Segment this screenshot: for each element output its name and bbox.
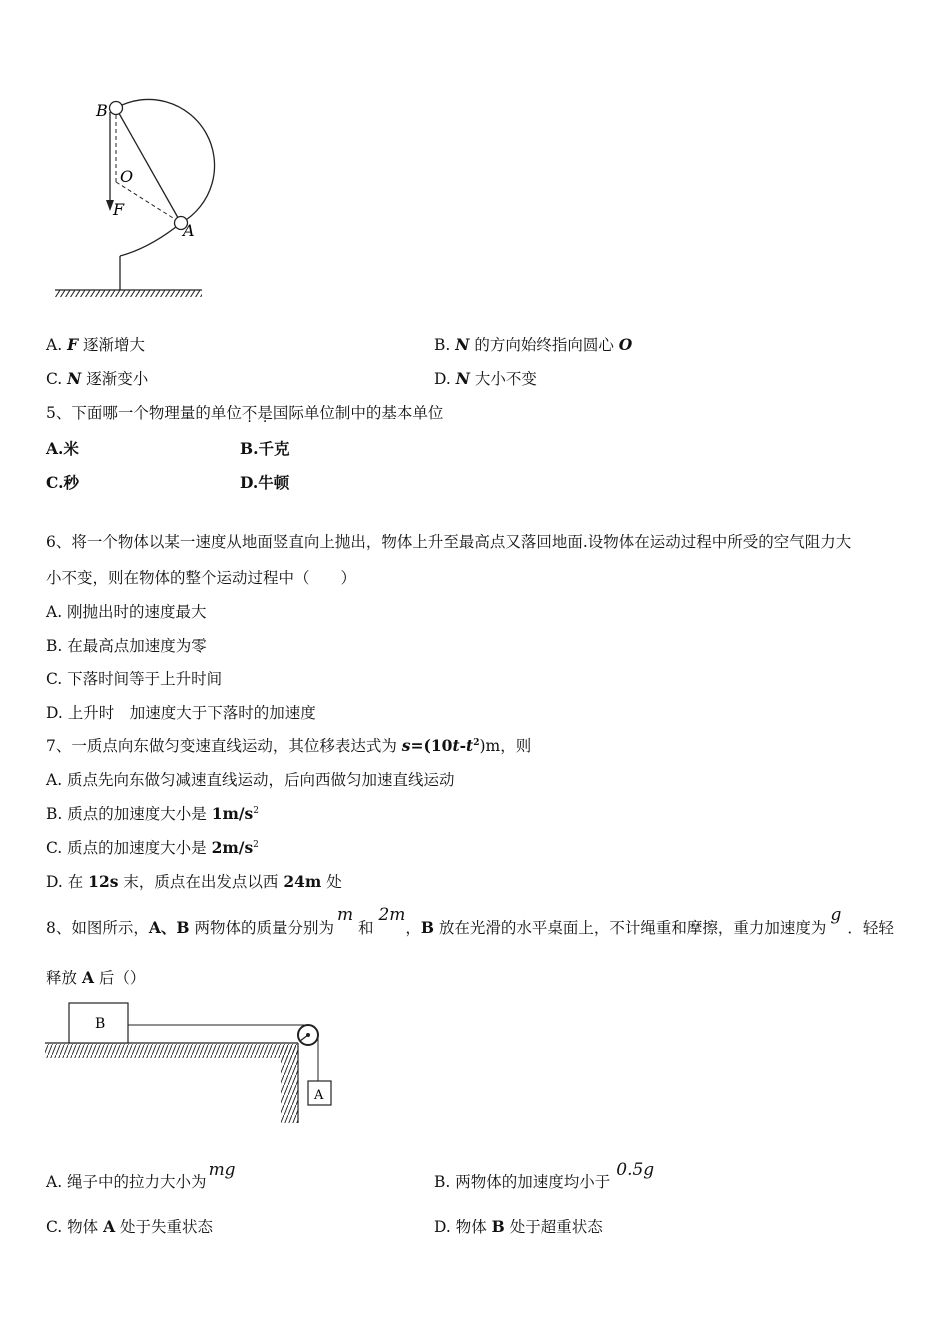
- q4-c-prefix: C.: [46, 370, 68, 388]
- q5-stem: [46, 403, 443, 423]
- q8-d-B: B: [491, 1217, 505, 1236]
- q5-option-b[interactable]: B.千克: [240, 439, 290, 458]
- q4-a-var: F: [67, 335, 79, 354]
- q8-stem-mid3: 放在光滑的水平桌面上，不计绳重和摩擦，重力加速度为: [434, 919, 827, 937]
- q4-option-d[interactable]: [434, 369, 537, 389]
- q4-b-var: N: [455, 335, 470, 354]
- q7-c-val: 2m/s: [211, 838, 254, 857]
- q8-stem-end: ．轻轻: [847, 919, 894, 937]
- q8-d-pre: D. 物体: [434, 1218, 492, 1236]
- q4-b-prefix: B.: [434, 336, 456, 354]
- q5-stem-post: 国际单位制中的基本单位: [272, 404, 444, 422]
- q5-option-d[interactable]: D.牛顿: [240, 473, 290, 492]
- q8-a-pre: A. 绳子中的拉力大小为: [46, 1173, 207, 1191]
- q7-b-pre: B. 质点的加速度大小是: [46, 805, 212, 823]
- label-block-A: A: [314, 1088, 324, 1103]
- q8-c-A: A: [103, 1217, 116, 1236]
- q8-d-post: 处于超重状态: [504, 1218, 603, 1236]
- q4-a-prefix: A.: [46, 336, 68, 354]
- q4-d-text: 大小不变: [469, 370, 537, 388]
- q4-option-c[interactable]: [46, 369, 148, 389]
- q7-var-t2: t: [466, 736, 474, 755]
- q4-option-a[interactable]: [46, 335, 145, 355]
- semicircle-arc: [116, 99, 215, 223]
- q5-stem-emph-1: 不: [241, 404, 258, 422]
- q8-stem-AB: A、B: [148, 918, 190, 937]
- figure-semicircle-track: [40, 90, 230, 305]
- q8-option-a[interactable]: [46, 1160, 236, 1192]
- q7-minus: -: [459, 736, 467, 755]
- dashed-OA: [116, 182, 181, 223]
- ground-hatch: [55, 290, 202, 297]
- q8-stem-line1: [46, 905, 894, 938]
- q8-stem-mid: 两物体的质量分别为: [189, 919, 334, 937]
- q5-option-a[interactable]: A.米: [46, 439, 79, 458]
- q4-a-text: 逐渐增大: [78, 336, 146, 354]
- q8-stem-B: B: [420, 918, 434, 937]
- q7-d-mid: 末，质点在出发点以西: [118, 873, 284, 891]
- q4-c-var: N: [67, 369, 82, 388]
- q7-stem-post: )m，则: [479, 737, 532, 755]
- q7-option-c[interactable]: [46, 838, 259, 858]
- q8-a-val: mg: [208, 1160, 236, 1180]
- q7-var-t: t: [452, 736, 460, 755]
- q4-b-var2: O: [618, 335, 633, 354]
- q7-c-pre: C. 质点的加速度大小是: [46, 839, 212, 857]
- q6-option-b[interactable]: B. 在最高点加速度为零: [46, 637, 207, 655]
- lower-curve: [120, 223, 181, 256]
- q6-option-d[interactable]: D. 上升时 加速度大于下落时的加速度: [46, 704, 316, 722]
- q7-eq: =(10: [410, 736, 453, 755]
- q8-mass-2m: 2m: [378, 905, 406, 925]
- q5-stem-pre: 5、下面哪一个物理量的单位: [46, 404, 242, 422]
- q6-stem-line1: 6、将一个物体以某一速度从地面竖直向上抛出，物体上升至最高点又落回地面.设物体在运动过程中所受的空气阻力大: [46, 533, 852, 551]
- q8-stem-pre: 8、如图所示，: [46, 919, 149, 937]
- q5-option-c[interactable]: C.秒: [46, 473, 79, 492]
- q8-option-c[interactable]: [46, 1217, 213, 1237]
- label-O: O: [120, 167, 134, 186]
- q7-d-time: 12s: [88, 872, 119, 891]
- q5-stem-emph-2: 是: [257, 404, 273, 422]
- q7-b-exp: 2: [253, 805, 259, 816]
- q8-option-d[interactable]: [434, 1217, 603, 1237]
- q8-c-pre: C. 物体: [46, 1218, 104, 1236]
- q7-stem-pre: 7、一质点向东做匀变速直线运动，其位移表达式为: [46, 737, 402, 755]
- q7-d-pre: D. 在: [46, 873, 89, 891]
- q8-stem-line2: [46, 968, 145, 988]
- q7-option-d[interactable]: [46, 872, 342, 892]
- q8-stem2-post: 后（）: [93, 969, 146, 987]
- q7-option-a[interactable]: A. 质点先向东做匀减速直线运动，后向西做匀加速直线运动: [46, 771, 455, 789]
- q6-option-c[interactable]: C. 下落时间等于上升时间: [46, 670, 223, 688]
- q8-and: 和: [353, 919, 379, 937]
- q4-d-prefix: D.: [434, 370, 456, 388]
- q7-exp: 2: [473, 737, 480, 748]
- q4-b-text: 的方向始终指向圆心: [469, 336, 619, 354]
- table-hatch: [45, 1044, 298, 1058]
- q6-stem-line2: 小不变，则在物体的整个运动过程中（ ）: [46, 569, 357, 587]
- q8-b-val: 0.5g: [616, 1160, 655, 1180]
- q7-d-dist: 24m: [283, 872, 322, 891]
- q8-comma: ，: [405, 919, 421, 937]
- q8-mass-m: m: [336, 905, 354, 925]
- q8-c-post: 处于失重状态: [115, 1218, 214, 1236]
- label-block-B: B: [95, 1016, 106, 1032]
- ball-B: [110, 102, 123, 115]
- figure-pulley-system: [40, 995, 340, 1125]
- q7-d-post: 处: [321, 873, 342, 891]
- label-F: F: [113, 200, 125, 219]
- q8-b-pre: B. 两物体的加速度均小于: [434, 1173, 611, 1191]
- q4-d-var: N: [455, 369, 470, 388]
- q8-option-b[interactable]: [434, 1160, 655, 1192]
- q7-c-exp: 2: [253, 839, 259, 850]
- q7-stem: [46, 736, 531, 756]
- q4-option-b[interactable]: [434, 335, 632, 355]
- label-A: A: [183, 221, 195, 240]
- q8-gravity-g: g: [830, 905, 842, 925]
- q8-stem2-pre: 释放: [46, 969, 82, 987]
- q7-var-s: s: [401, 736, 411, 755]
- rod-BA: [116, 108, 181, 223]
- wall-hatch: [281, 1044, 298, 1123]
- q7-option-b[interactable]: [46, 804, 259, 824]
- q7-b-val: 1m/s: [211, 804, 254, 823]
- q8-stem2-A: A: [81, 968, 94, 987]
- q4-c-text: 逐渐变小: [81, 370, 149, 388]
- label-B: B: [96, 101, 108, 120]
- q6-option-a[interactable]: A. 刚抛出时的速度最大: [46, 603, 207, 621]
